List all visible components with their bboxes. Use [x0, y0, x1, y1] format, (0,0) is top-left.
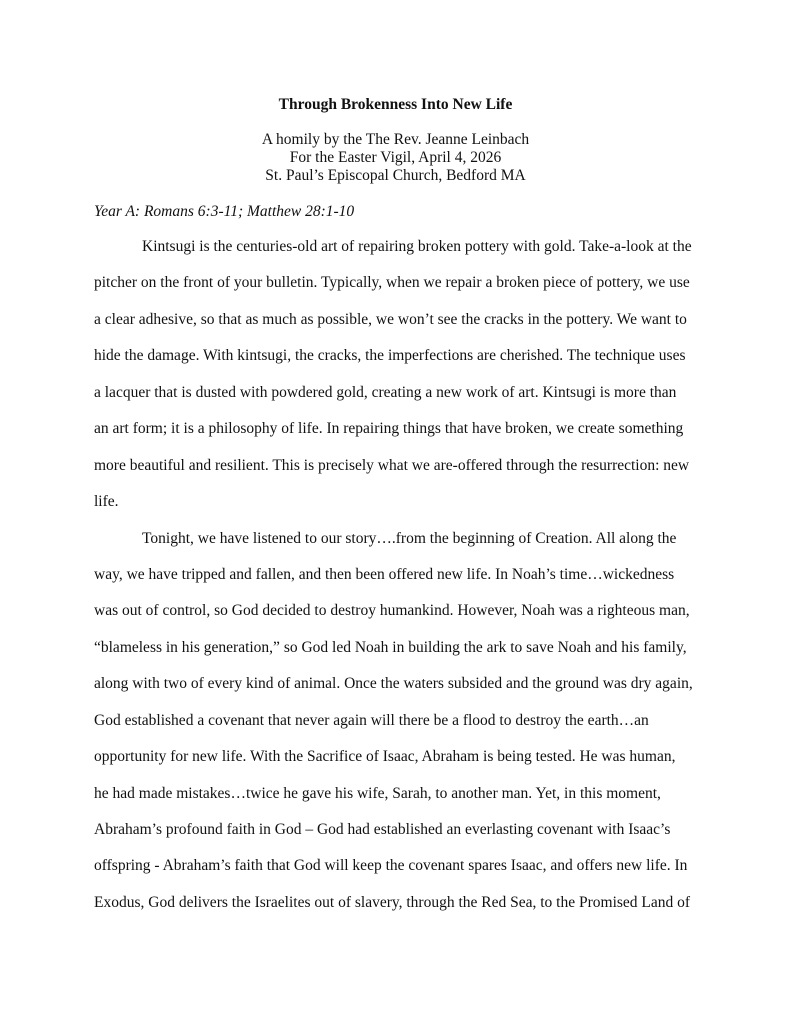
- paragraph-line: God established a covenant that never again will there be a flood to destroy the earth…an: [94, 711, 649, 729]
- paragraph-line: a clear adhesive, so that as much as possible, we won’t see the cracks in the pottery. We want to: [94, 310, 687, 328]
- byline-occasion: For the Easter Vigil, April 4, 2026: [289, 149, 502, 166]
- paragraph-line: he had made mistakes…twice he gave his wife, Sarah, to another man. Yet, in this moment,: [94, 784, 661, 802]
- paragraph-line: way, we have tripped and fallen, and then been offered new life. In Noah’s time…wickedness: [94, 565, 675, 583]
- paragraph-line: Abraham’s profound faith in God – God had established an everlasting covenant with Isaac’s: [94, 821, 671, 838]
- paragraph-line: offspring - Abraham’s faith that God will keep the covenant spares Isaac, and offers new life. In: [94, 857, 688, 875]
- homily-body: [94, 238, 694, 930]
- homily-title: Through Brokenness Into New Life: [278, 96, 513, 113]
- paragraph-line: a lacquer that is dusted with powdered gold, creating a new work of art. Kintsugi is more than: [94, 383, 677, 401]
- paragraph-line: along with two of every kind of animal. Once the waters subsided and the ground was dry again,: [94, 675, 693, 693]
- paragraph-line: Kintsugi is the centuries-old art of repairing broken pottery with gold. Take-a-look at the: [142, 238, 692, 255]
- paragraph-line: life.: [94, 493, 119, 511]
- paragraph-line: “blameless in his generation,” so God led Noah in building the ark to save Noah and his family,: [94, 638, 687, 656]
- paragraph-line: hide the damage. With kintsugi, the cracks, the imperfections are cherished. The technique uses: [94, 347, 686, 365]
- paragraph-line: opportunity for new life. With the Sacrifice of Isaac, Abraham is being tested. He was human,: [94, 748, 676, 766]
- scripture-readings: Year A: Romans 6:3-11; Matthew 28:1-10: [94, 203, 355, 220]
- paragraph-line: Exodus, God delivers the Israelites out of slavery, through the Red Sea, to the Promised Land of: [94, 893, 691, 911]
- byline-church: St. Paul’s Episcopal Church, Bedford MA: [265, 167, 526, 184]
- paragraph-line: Tonight, we have listened to our story….from the beginning of Creation. All along the: [142, 529, 677, 547]
- paragraph-line: an art form; it is a philosophy of life. In repairing things that have broken, we create something: [94, 420, 684, 438]
- byline-author: A homily by the The Rev. Jeanne Leinbach: [261, 131, 530, 148]
- byline-block: [0, 131, 791, 185]
- paragraph-line: was out of control, so God decided to destroy humankind. However, Noah was a righteous man,: [94, 602, 690, 620]
- paragraph-line: pitcher on the front of your bulletin. Typically, when we repair a broken piece of pottery, we use: [94, 274, 690, 292]
- paragraph-line: more beautiful and resilient. This is precisely what we are-offered through the resurrection: new: [94, 456, 690, 474]
